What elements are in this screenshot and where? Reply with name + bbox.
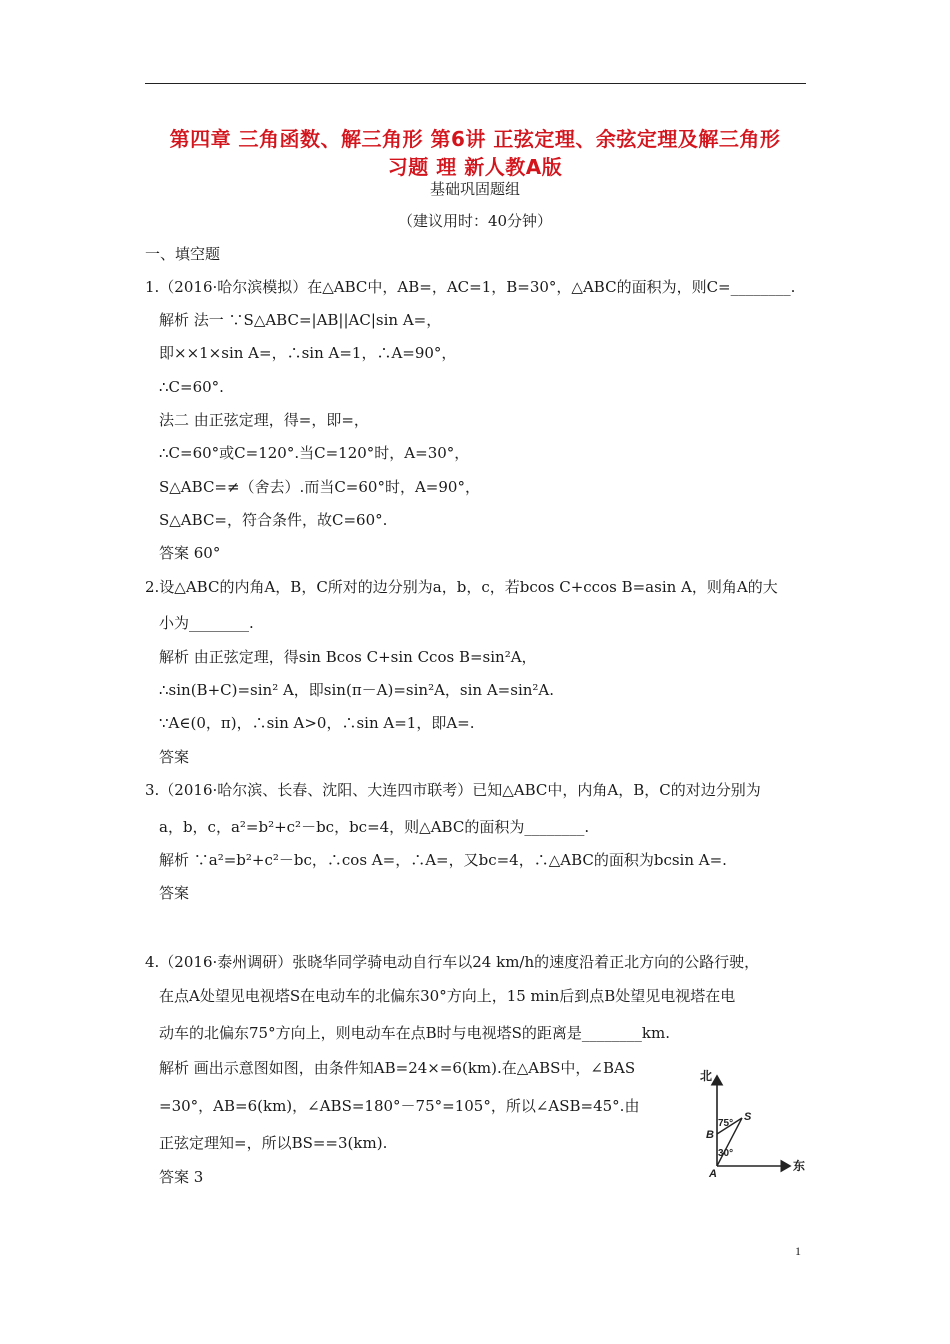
page-title-line1: 第四章 三角函数、解三角形 第6讲 正弦定理、余弦定理及解三角形 xyxy=(169,127,781,151)
angle-b-label: 75° xyxy=(718,1118,734,1129)
answer-line: 答案 60° xyxy=(159,544,221,562)
analysis-line: =30°，AB=6(km)，∠ABS=180°－75°=105°，所以∠ASB=45°.由 xyxy=(159,1097,640,1115)
page-title-line2: 习题 理 新人教A版 xyxy=(387,155,563,179)
analysis-line: S△ABC=，符合条件，故C=60°. xyxy=(159,511,388,529)
answer-line: 答案 3 xyxy=(159,1168,204,1186)
analysis-line: ∵A∈(0，π)，∴sin A>0，∴sin A=1，即A=. xyxy=(159,714,475,732)
analysis-line: 解析 法一 ∵S△ABC=|AB||AC|sin A=， xyxy=(159,311,442,329)
north-label: 北 xyxy=(699,1069,712,1083)
analysis-line: 解析 ∵a²=b²+c²－bc，∴cos A=，∴A=，又bc=4，∴△ABC的面积为bcsin A=. xyxy=(159,851,727,869)
header-rule xyxy=(145,83,806,84)
point-a-label: A xyxy=(709,1168,717,1180)
answer-line: 答案 xyxy=(159,748,190,766)
analysis-line: 解析 画出示意图如图，由条件知AB=24×=6(km).在△ABS中，∠BAS xyxy=(159,1059,636,1077)
point-s-label: S xyxy=(744,1111,752,1123)
question-4-cont: 在点A处望见电视塔S在电动车的北偏东30°方向上，15 min后到点B处望见电视塔在电 xyxy=(159,987,736,1005)
time-hint: （建议用时：40分钟） xyxy=(397,212,553,230)
question-1: 1.（2016·哈尔滨模拟）在△ABC中，AB=，AC=1，B=30°，△ABC的面积为，则C=________. xyxy=(145,278,796,296)
question-2: 2.设△ABC的内角A，B，C所对的边分别为a，b，c，若bcos C+ccos B=asin A，则角A的大 xyxy=(145,578,778,596)
analysis-line: 正弦定理知=，所以BS==3(km). xyxy=(159,1134,388,1152)
analysis-line: ∴C=60°或C=120°.当C=120°时，A=30°， xyxy=(159,444,470,462)
section-heading: 一、填空题 xyxy=(145,245,221,263)
analysis-line: ∴C=60°. xyxy=(159,378,224,396)
question-3-cont: a，b，c，a²=b²+c²－bc，bc=4，则△ABC的面积为________. xyxy=(159,818,590,836)
angle-a-label: 30° xyxy=(718,1148,734,1159)
analysis-line: 即××1×sin A=，∴sin A=1，∴A=90°， xyxy=(159,344,457,362)
question-4: 4.（2016·泰州调研）张晓华同学骑电动自行车以24 km/h的速度沿着正北方向的公路行驶， xyxy=(145,953,760,971)
analysis-line: ∴sin(B+C)=sin² A，即sin(π－A)=sin²A，sin A=sin²A. xyxy=(159,681,555,699)
analysis-line: 法二 由正弦定理，得=，即=， xyxy=(159,411,369,429)
group-heading: 基础巩固题组 xyxy=(429,180,520,198)
direction-diagram xyxy=(696,1062,812,1186)
question-3: 3.（2016·哈尔滨、长春、沈阳、大连四市联考）已知△ABC中，内角A，B，C的对边分别为 xyxy=(145,781,761,799)
question-4-cont: 动车的北偏东75°方向上，则电动车在点B时与电视塔S的距离是________km. xyxy=(159,1024,670,1042)
question-2-cont: 小为________. xyxy=(159,614,254,632)
point-b-label: B xyxy=(706,1129,714,1141)
east-label: 东 xyxy=(793,1159,806,1173)
page-number: 1 xyxy=(795,1244,801,1258)
analysis-line: 解析 由正弦定理，得sin Bcos C+sin Ccos B=sin²A， xyxy=(159,648,537,666)
analysis-line: S△ABC=≠（舍去）.而当C=60°时，A=90°， xyxy=(159,478,480,496)
answer-line: 答案 xyxy=(159,884,190,902)
